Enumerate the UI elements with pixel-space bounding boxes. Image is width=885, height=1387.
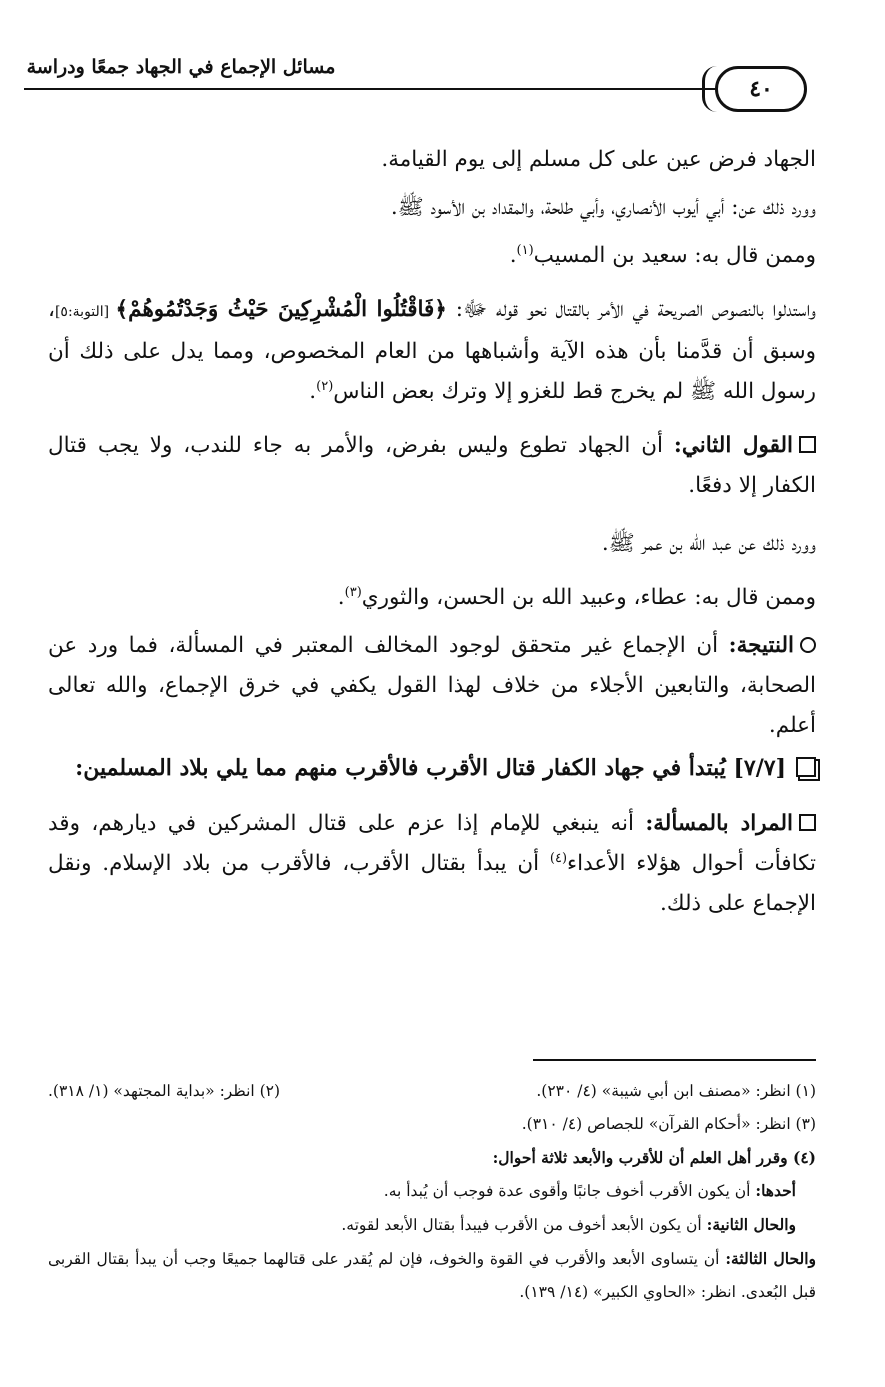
footnote-3: (٣) انظر: «أحكام القرآن» للجصاص (٤/ ٣١٠).	[521, 1115, 816, 1133]
footnote-4-case-1	[48, 1174, 816, 1208]
footnote-4-case-3	[48, 1242, 816, 1309]
paragraph-6	[48, 578, 816, 618]
paragraph-3-text: وممن قال به: سعيد بن المسيب	[533, 243, 816, 268]
footnote-4: (٤) وقرر أهل العلم أن للأقرب والأبعد ثلاثة أحوال:	[492, 1148, 816, 1167]
paragraph-6-text: وممن قال به: عطاء، وعبيد الله بن الحسن، والثوري	[361, 585, 816, 610]
header-rule	[24, 88, 719, 90]
case-1-label: أحدها:	[755, 1181, 796, 1200]
case-3-text: أن يتساوى الأبعد والأقرب في القوة والخوف، فإن لم يُقدر على قتالهما جميعًا وجب أن يبدأ بقتال القربى قبل البُعدى. انظر: «الحاوي الكبير» (١٤/ ١٣٩).	[48, 1250, 816, 1301]
page-number: ٤٠	[749, 76, 773, 102]
footnote-ref-3[interactable]: (٣)	[344, 584, 362, 600]
paragraph-3	[48, 236, 816, 276]
square-bullet-icon	[799, 436, 816, 453]
footnote-2: (٢) انظر: «بداية المجتهد» (١/ ٣١٨).	[48, 1082, 281, 1100]
main-text	[48, 140, 816, 924]
second-opinion-text: أن الجهاد تطوع وليس بفرض، والأمر به جاء للندب، ولا يجب قتال الكفار إلا دفعًا.	[48, 433, 816, 498]
paragraph-4-intro: واستدلوا بالنصوص الصريحة في الأمر بالقتال نحو قوله ﷻ:	[446, 297, 817, 322]
paragraph-5: وورد ذلك عن عبد الله بن عمر ﷺ.	[601, 531, 816, 556]
footnote-separator	[533, 1059, 816, 1061]
paragraph-1: الجهاد فرض عين على كل مسلم إلى يوم القيامة.	[381, 147, 816, 172]
issue-meaning-label: المراد بالمسألة:	[645, 811, 794, 836]
running-title: مسائل الإجماع في الجهاد جمعًا ودراسة	[26, 56, 336, 78]
footnote-4-case-2	[48, 1208, 816, 1242]
quran-reference: [التوبة:٥]	[54, 304, 116, 320]
footnote-ref-1[interactable]: (١)	[516, 242, 534, 258]
paragraph-4-end: .	[309, 379, 317, 404]
case-2-label: والحال الثانية:	[706, 1215, 796, 1234]
issue-meaning-text-b: أن يبدأ بقتال الأقرب، فالأقرب من بلاد الإسلام. ونقل الإجماع على ذلك.	[48, 851, 816, 916]
section-heading	[48, 746, 816, 790]
result	[48, 626, 816, 746]
case-1-text: أن يكون الأقرب أخوف جانبًا وأقوى عدة فوجب أن يُبدأ به.	[383, 1182, 756, 1200]
case-2-text: أن يكون الأبعد أخوف من الأقرب فيبدأ بقتال الأبعد لقوته.	[341, 1216, 707, 1234]
result-label: النتيجة:	[728, 633, 794, 658]
footnote-ref-4[interactable]: (٤)	[549, 850, 568, 866]
paragraph-4	[48, 290, 816, 412]
case-3-label: والحال الثالثة:	[725, 1249, 816, 1268]
footnote-1: (١) انظر: «مصنف ابن أبي شيبة» (٤/ ٢٣٠).	[536, 1082, 816, 1100]
result-text: أن الإجماع غير متحقق لوجود المخالف المعتبر في المسألة، فما ورد عن الصحابة، والتابعين الأجلاء من خلاف لهذا القول يكفي في خرق الإجماع، والله تعالى أعلم.	[48, 633, 816, 738]
second-opinion	[48, 426, 816, 506]
paragraph-4-body: ، وسبق أن قدَّمنا بأن هذه الآية وأشباهها من العام المخصوص، ومما يدل على ذلك أن رسول الله ﷺ لم يخرج قط للغزو إلا وترك بعض الناس	[48, 297, 816, 404]
copy-pages-icon	[796, 757, 816, 777]
paragraph-6-end: .	[337, 585, 345, 610]
page-number-badge	[715, 66, 807, 112]
second-opinion-label: القول الثاني:	[673, 433, 793, 458]
footnote-row-1-2	[48, 1075, 816, 1108]
issue-meaning-text-a: أنه ينبغي للإمام إذا عزم على قتال المشركين في ديارهم، وقد تكافأت أحوال هؤلاء الأعداء	[48, 811, 816, 876]
section-heading-text: [٧/٧] يُبتدأ في جهاد الكفار قتال الأقرب فالأقرب منهم مما يلي بلاد المسلمين:	[75, 755, 786, 781]
quran-quote: ﴿فَاقْتُلُوا الْمُشْرِكِينَ حَيْثُ وَجَدْتُمُوهُمْ﴾	[115, 297, 447, 322]
square-bullet-icon	[799, 814, 816, 831]
footnotes	[48, 1075, 816, 1309]
paragraph-3-end: .	[509, 243, 517, 268]
paragraph-2: وورد ذلك عن: أبي أيوب الأنصاري، وأبي طلحة، والمقداد بن الأسود ﷺ.	[390, 195, 816, 220]
footnote-ref-2[interactable]: (٢)	[316, 378, 334, 394]
issue-meaning	[48, 804, 816, 924]
circle-bullet-icon	[800, 637, 816, 653]
